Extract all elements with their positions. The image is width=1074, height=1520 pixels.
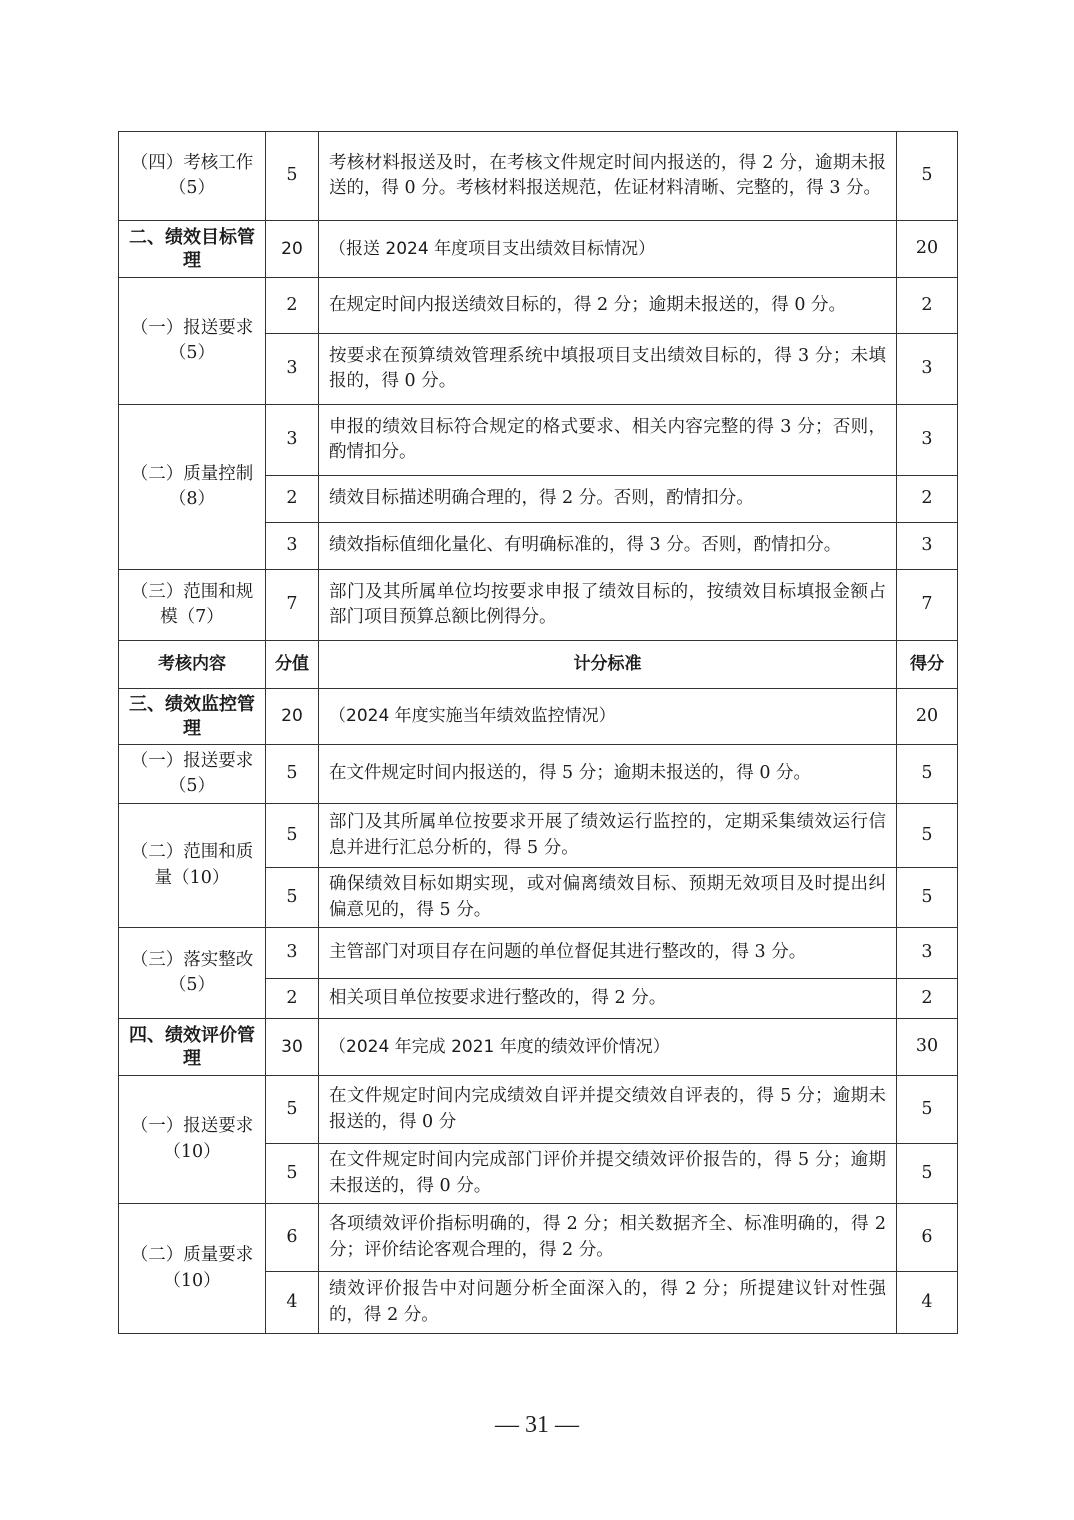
score-cell: 5 (266, 132, 319, 221)
score-cell: 2 (266, 476, 319, 523)
criterion-cell: 在规定时间内报送绩效目标的，得 2 分；逾期未报送的，得 0 分。 (319, 278, 897, 334)
points-cell: 3 (897, 405, 958, 476)
criterion-cell: 确保绩效目标如期实现，或对偏离绩效目标、预期无效项目及时提出纠偏意见的，得 5 分。 (319, 868, 897, 928)
score-cell: 5 (266, 1076, 319, 1144)
points-cell: 30 (897, 1019, 958, 1076)
points-cell: 3 (897, 928, 958, 979)
score-cell: 3 (266, 334, 319, 405)
assessment-table (118, 131, 958, 1334)
criterion-cell: （报送 2024 年度项目支出绩效目标情况） (319, 221, 897, 278)
points-cell: 7 (897, 570, 958, 641)
points-cell: 4 (897, 1272, 958, 1334)
score-cell: 5 (266, 804, 319, 868)
criterion-cell: 绩效指标值细化量化、有明确标准的，得 3 分。否则，酌情扣分。 (319, 523, 897, 570)
points-cell: 5 (897, 868, 958, 928)
section-row (119, 1019, 958, 1076)
score-cell: 20 (266, 689, 319, 745)
score-cell: 4 (266, 1272, 319, 1334)
points-cell: 5 (897, 804, 958, 868)
criterion-cell: 相关项目单位按要求进行整改的，得 2 分。 (319, 979, 897, 1019)
item-cell: （四）考核工作（5） (119, 132, 266, 221)
item-cell: （一）报送要求（5） (119, 278, 266, 405)
header-criterion: 计分标准 (319, 641, 897, 689)
criterion-cell: 部门及其所属单位均按要求申报了绩效目标的，按绩效目标填报金额占部门项目预算总额比例得分。 (319, 570, 897, 641)
table-row (119, 132, 958, 221)
points-cell: 5 (897, 1076, 958, 1144)
points-cell: 3 (897, 334, 958, 405)
criterion-cell: 申报的绩效目标符合规定的格式要求、相关内容完整的得 3 分；否则，酌情扣分。 (319, 405, 897, 476)
criterion-cell: 绩效目标描述明确合理的，得 2 分。否则，酌情扣分。 (319, 476, 897, 523)
criterion-cell: 各项绩效评价指标明确的，得 2 分；相关数据齐全、标准明确的，得 2 分；评价结论客观合理的，得 2 分。 (319, 1204, 897, 1272)
criterion-cell: 在文件规定时间内完成绩效自评并提交绩效自评表的，得 5 分；逾期未报送的，得 0 分 (319, 1076, 897, 1144)
page-number: — 31 — (495, 1412, 579, 1438)
points-cell: 2 (897, 278, 958, 334)
criterion-cell: （2024 年完成 2021 年度的绩效评价情况） (319, 1019, 897, 1076)
section-title: 四、绩效评价管理 (119, 1019, 266, 1076)
section-title: 二、绩效目标管理 (119, 221, 266, 278)
section-title: 三、绩效监控管理 (119, 689, 266, 745)
score-cell: 3 (266, 405, 319, 476)
section-row (119, 221, 958, 278)
score-cell: 5 (266, 745, 319, 804)
score-cell: 6 (266, 1204, 319, 1272)
points-cell: 2 (897, 476, 958, 523)
criterion-cell: 在文件规定时间内完成部门评价并提交绩效评价报告的，得 5 分；逾期未报送的，得 0 分。 (319, 1144, 897, 1204)
criterion-cell: （2024 年度实施当年绩效监控情况） (319, 689, 897, 745)
section-row (119, 689, 958, 745)
points-cell: 20 (897, 221, 958, 278)
score-cell: 7 (266, 570, 319, 641)
header-row (119, 641, 958, 689)
score-cell: 30 (266, 1019, 319, 1076)
header-points: 得分 (897, 641, 958, 689)
table-row (119, 1204, 958, 1272)
criterion-cell: 部门及其所属单位按要求开展了绩效运行监控的，定期采集绩效运行信息并进行汇总分析的，得 5 分。 (319, 804, 897, 868)
table-row (119, 278, 958, 334)
item-cell: （二）范围和质量（10） (119, 804, 266, 928)
item-cell: （一）报送要求（10） (119, 1076, 266, 1204)
table-row (119, 745, 958, 804)
points-cell: 5 (897, 745, 958, 804)
header-score: 分值 (266, 641, 319, 689)
criterion-cell: 考核材料报送及时，在考核文件规定时间内报送的，得 2 分，逾期未报送的，得 0 分。考核材料报送规范，佐证材料清晰、完整的，得 3 分。 (319, 132, 897, 221)
score-cell: 3 (266, 523, 319, 570)
item-cell: （二）质量要求（10） (119, 1204, 266, 1334)
score-cell: 20 (266, 221, 319, 278)
table-row (119, 570, 958, 641)
points-cell: 3 (897, 523, 958, 570)
table-row (119, 928, 958, 979)
points-cell: 5 (897, 132, 958, 221)
criterion-cell: 主管部门对项目存在问题的单位督促其进行整改的，得 3 分。 (319, 928, 897, 979)
criterion-cell: 绩效评价报告中对问题分析全面深入的，得 2 分；所提建议针对性强的，得 2 分。 (319, 1272, 897, 1334)
criterion-cell: 按要求在预算绩效管理系统中填报项目支出绩效目标的，得 3 分；未填报的，得 0 分。 (319, 334, 897, 405)
score-cell: 2 (266, 278, 319, 334)
table-row (119, 1076, 958, 1144)
points-cell: 5 (897, 1144, 958, 1204)
points-cell: 2 (897, 979, 958, 1019)
points-cell: 6 (897, 1204, 958, 1272)
header-item: 考核内容 (119, 641, 266, 689)
item-cell: （一）报送要求（5） (119, 745, 266, 804)
score-cell: 3 (266, 928, 319, 979)
criterion-cell: 在文件规定时间内报送的，得 5 分；逾期未报送的，得 0 分。 (319, 745, 897, 804)
item-cell: （二）质量控制（8） (119, 405, 266, 570)
score-cell: 5 (266, 1144, 319, 1204)
item-cell: （三）范围和规模（7） (119, 570, 266, 641)
score-cell: 2 (266, 979, 319, 1019)
table-row (119, 804, 958, 868)
points-cell: 20 (897, 689, 958, 745)
table-row (119, 405, 958, 476)
score-cell: 5 (266, 868, 319, 928)
item-cell: （三）落实整改（5） (119, 928, 266, 1019)
